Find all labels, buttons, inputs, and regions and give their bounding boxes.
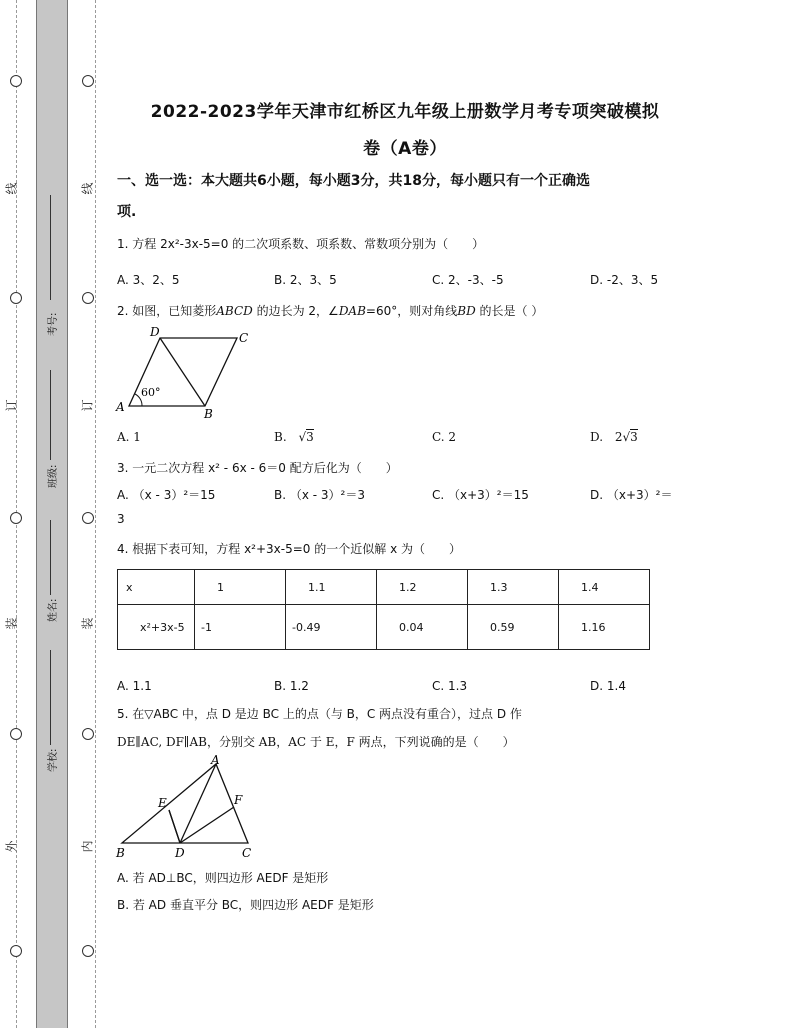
name-line [50,520,51,595]
class-label: 班级: [48,464,59,488]
triangle-figure [112,752,272,862]
triangle-label-d: D [175,846,185,860]
exam-number-label: 考号: [48,312,59,336]
margin-char-nei: 内 [80,840,95,853]
triangle-label-f: F [234,793,243,807]
q2-option-d [590,430,638,444]
q2-stem-abcd: ABCD [216,304,253,318]
q2-stem-mid: 的边长为 2，∠ [252,304,339,318]
question-2-stem [117,302,543,319]
table-cell: -1 [195,605,286,650]
page-title-line2: 卷（A卷） [363,139,447,159]
inner-dashed-line [95,0,96,1028]
q4-option-d: D. 1.4 [590,679,626,693]
section-heading: 一、选一选：本大题共6小题，每小题3分，共18分，每小题只有一个正确选 [117,173,590,189]
table-cell: x [118,570,195,605]
exam-number-line [50,195,51,300]
binding-hole [82,728,94,740]
question-5-line1: 5. 在▽ABC 中，点 D 是边 BC 上的点（与 B，C 两点没有重合），过点 D 作 [117,707,522,721]
q3-option-c: C. （x+3）²＝15 [432,488,529,502]
binding-hole [10,512,22,524]
q2-stem-pre: 2. 如图，已知菱形 [117,304,217,318]
question-5-line2: DE∥AC, DF∥AB，分别交 AB，AC 于 E，F 两点，下列说确的是（ ） [117,735,515,749]
q3-option-d: D. （x+3）²＝ [590,488,673,502]
rhombus-figure [112,322,262,422]
binding-strip [36,0,68,1028]
q2-option-c: C. 2 [432,430,457,444]
q2-stem-mid2: =60°，则对角线 [365,304,458,318]
table-cell: -0.49 [286,605,377,650]
q2-stem-dab: DAB [338,304,366,318]
page-title: 2022-2023学年天津市红桥区九年级上册数学月考专项突破模拟 [150,102,660,122]
q2-option-d-radicand: 3 [630,430,638,444]
school-label: 学校: [48,748,59,772]
q2-option-b-label: B. [274,430,287,444]
triangle-label-b: B [116,846,125,860]
q4-option-c: C. 1.3 [432,679,468,693]
q1-option-a: A. 3、2、5 [117,273,180,287]
margin-char-zhuang: 装 [80,617,95,630]
q2-option-b [274,430,314,444]
values-table [117,569,650,650]
q1-option-b: B. 2、3、5 [274,273,337,287]
triangle-label-a: A [211,753,220,767]
rhombus-label-c: C [239,331,249,345]
table-cell: 0.59 [468,605,559,650]
q5-option-a: A. 若 AD⊥BC，则四边形 AEDF 是矩形 [117,871,329,885]
q2-stem-post: 的长是（ ） [475,304,544,318]
q2-stem-bd: BD [457,304,476,318]
margin-char-wai: 外 [4,840,19,853]
margin-char-xian: 线 [80,182,95,195]
q3-option-a: A. （x - 3）²＝15 [117,488,216,502]
q3-option-d-wrap: 3 [117,512,125,526]
q2-option-a: A. 1 [117,430,141,444]
binding-hole [82,292,94,304]
q4-option-b: B. 1.2 [274,679,309,693]
binding-hole [10,728,22,740]
table-cell: 1.2 [377,570,468,605]
triangle-label-e: E [158,796,167,810]
table-cell: 1.4 [559,570,650,605]
class-line [50,370,51,460]
binding-hole [10,75,22,87]
school-line [50,650,51,745]
q5-option-b: B. 若 AD 垂直平分 BC，则四边形 AEDF 是矩形 [117,898,374,912]
margin-char-ding: 订 [80,399,95,412]
triangle-label-c: C [242,846,252,860]
rhombus-label-d: D [150,325,160,339]
binding-hole [10,945,22,957]
q1-option-c: C. 2、-3、-5 [432,273,504,287]
margin-char-ding: 订 [4,399,19,412]
binding-hole [10,292,22,304]
q2-option-d-label: D. [590,430,604,444]
question-4-stem: 4. 根据下表可知，方程 x²+3x-5=0 的一个近似解 x 为（ ） [117,542,461,556]
table-cell: 1.1 [286,570,377,605]
margin-char-zhuang: 装 [4,617,19,630]
sqrt-symbol: √3 [298,430,314,444]
margin-char-xian: 线 [4,182,19,195]
q2-option-b-radicand: 3 [306,430,314,444]
table-cell: 1 [195,570,286,605]
binding-hole [82,75,94,87]
question-1-stem: 1. 方程 2x²-3x-5=0 的二次项系数、项系数、常数项分别为（ ） [117,237,485,251]
section-heading-line2: 项. [117,204,137,220]
sqrt-symbol: √3 [622,430,638,444]
table-row [118,605,650,650]
table-cell: 0.04 [377,605,468,650]
q1-option-d: D. -2、3、5 [590,273,659,287]
name-label: 姓名: [48,598,59,622]
binding-hole [82,512,94,524]
table-cell: x²+3x-5 [118,605,195,650]
rhombus-angle-label: 60° [141,386,161,399]
rhombus-label-a: A [116,400,125,414]
q4-option-a: A. 1.1 [117,679,152,693]
table-row [118,570,650,605]
q3-option-b: B. （x - 3）²＝3 [274,488,366,502]
q2-option-d-coef: 2 [614,430,623,444]
table-cell: 1.16 [559,605,650,650]
rhombus-label-b: B [204,407,213,421]
binding-hole [82,945,94,957]
question-3-stem: 3. 一元二次方程 x² - 6x - 6＝0 配方后化为（ ） [117,461,398,475]
table-cell: 1.3 [468,570,559,605]
